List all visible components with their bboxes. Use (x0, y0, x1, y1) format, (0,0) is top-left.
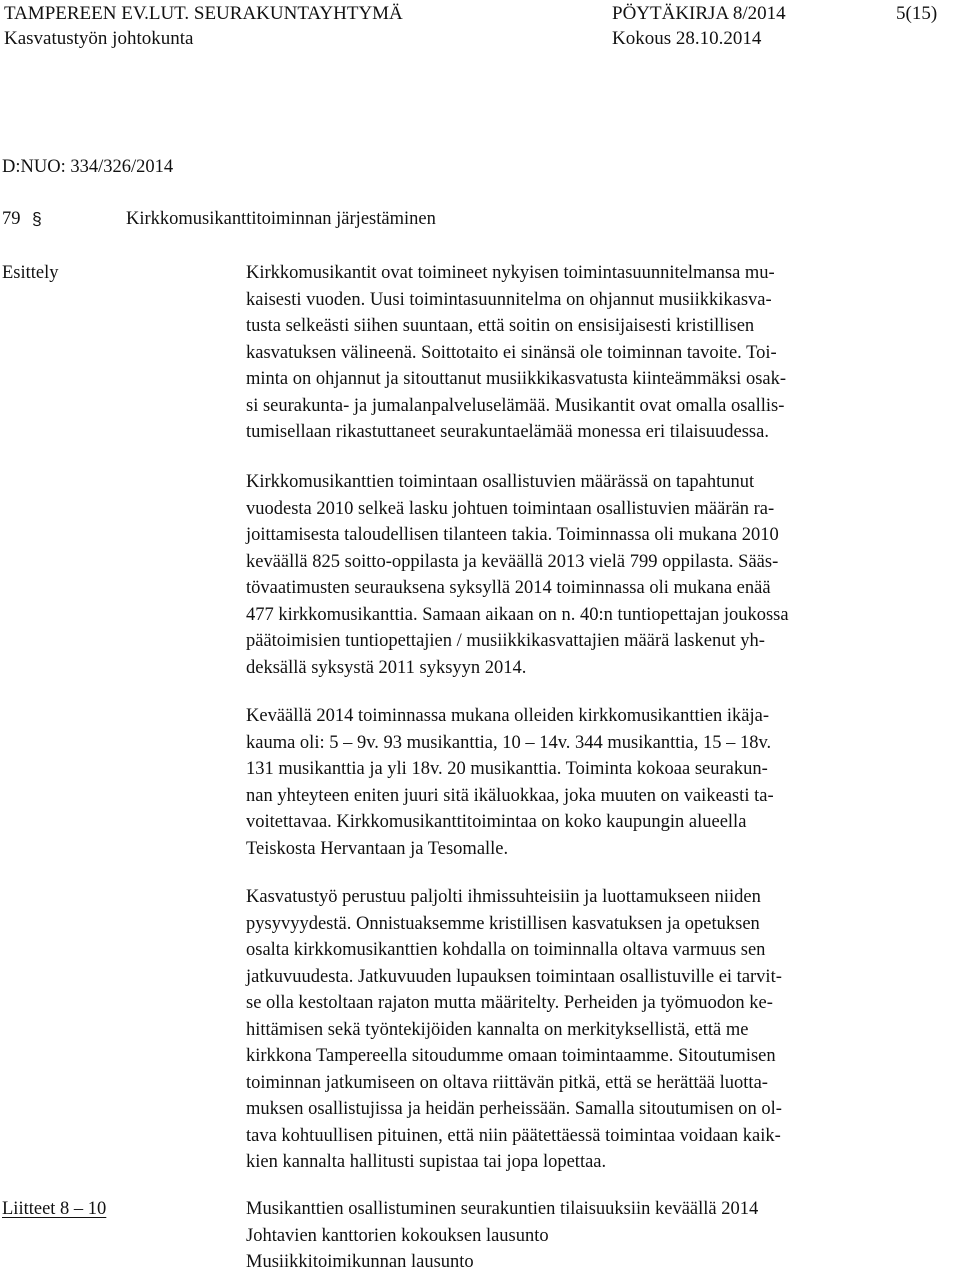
paragraph-line: se olla kestoltaan rajaton mutta määritelty. Perheiden ja työmuodon ke- (246, 993, 773, 1013)
attachments-list (246, 1196, 758, 1276)
attachments-label: Liitteet 8 – 10 (2, 1199, 107, 1219)
paragraph-line: 477 kirkkomusikanttia. Samaan aikaan on n. 40:n tuntiopettajan joukossa (246, 604, 789, 625)
presentation-label: Esittely (2, 263, 59, 283)
paragraph-line: Teiskosta Hervantaan ja Tesomalle. (246, 838, 509, 859)
paragraph-line: tusta selkeästi siihen suuntaan, että soitin on ensisijaisesti kristillisen (246, 316, 755, 336)
paragraph-line: jatkuvuudesta. Jatkuvuuden lupauksen toimintaan osallistuville ei tarvit- (246, 966, 782, 987)
page-number: 5(15) (896, 3, 938, 24)
paragraph-line: joittamisesta taloudellisen tilanteen takia. Toiminnassa oli mukana 2010 (246, 525, 779, 545)
paragraph-line: kasvatuksen välineenä. Soittotaito ei sinänsä ole toiminnan tavoite. Toi- (246, 342, 777, 363)
paragraph-line: kaisesti vuoden. Uusi toimintasuunnitelma on ohjannut musiikkikasva- (246, 289, 772, 310)
section-symbol: § (32, 209, 42, 229)
paragraph-line: tumisellaan rikastuttaneet seurakuntaelämää monessa eri tilaisuudessa. (246, 422, 769, 442)
committee-name: Kasvatustyön johtokunta (4, 28, 194, 49)
organization-name: TAMPEREEN EV.LUT. SEURAKUNTAYHTYMÄ (4, 3, 403, 24)
paragraph-line: tava kohtuullisen pituinen, että niin päätettäessä toimintaa voidaan kaik- (246, 1125, 781, 1146)
paragraph-line: hittämisen sekä työntekijöiden kannalta on merkityksellistä, että me (246, 1019, 749, 1040)
paragraph-line: si seurakunta- ja jumalanpalveluselämää. Musikantit ovat omalla osallis- (246, 395, 785, 416)
section-number: 79 (2, 209, 21, 229)
diary-number: D:NUO: 334/326/2014 (2, 157, 174, 177)
paragraph-3 (246, 703, 774, 862)
paragraph-line: päätoimisien tuntiopettajien / musiikkikasvattajien määrä laskenut yh- (246, 631, 765, 651)
attachment-item: Johtavien kanttorien kokouksen lausunto (246, 1225, 549, 1246)
attachment-item: Musikanttien osallistuminen seurakuntien tilaisuuksiin keväällä 2014 (246, 1199, 759, 1219)
paragraph-line: pysyvyydestä. Onnistuaksemme kristillisen kasvatuksen ja opetuksen (246, 913, 760, 934)
paragraph-line: Keväällä 2014 toiminnassa mukana olleiden kirkkomusikanttien ikäja- (246, 706, 770, 726)
paragraph-2 (246, 469, 789, 681)
paragraph-line: kien kannalta hallitusti supistaa tai jopa lopettaa. (246, 1152, 607, 1172)
paragraph-line: muksen osallistujissa ja heidän perheissään. Samalla sitoutumisen on ol- (246, 1099, 782, 1119)
section-title: Kirkkomusikanttitoiminnan järjestäminen (126, 209, 436, 229)
paragraph-line: voitettavaa. Kirkkomusikanttitoimintaa on koko kaupungin alueella (246, 812, 747, 832)
paragraph-line: keväällä 825 soitto-oppilasta ja keväällä 2013 vielä 799 oppilasta. Sääs- (246, 551, 779, 572)
document-type: PÖYTÄKIRJA 8/2014 (612, 3, 786, 24)
attachment-item: Musiikkitoimikunnan lausunto (246, 1252, 474, 1272)
paragraph-line: tövaatimusten seurauksena syksyllä 2014 toiminnassa oli mukana enää (246, 578, 771, 598)
paragraph-line: Kirkkomusikanttien toimintaan osallistuvien määrässä on tapahtunut (246, 472, 755, 492)
paragraph-line: 131 musikanttia ja yli 18v. 20 musikanttia. Toiminta kokoaa seurakun- (246, 759, 768, 779)
paragraph-line: toiminnan jatkumiseen on oltava riittävän pitkä, että se herättää luotta- (246, 1072, 768, 1093)
paragraph-1 (246, 260, 786, 446)
paragraph-line: nan yhteyteen eniten juuri sitä ikäluokkaa, joka muuten on vaikeasti ta- (246, 785, 774, 806)
paragraph-line: minta on ohjannut ja sitouttanut musiikkikasvatusta kiinteämmäksi osak- (246, 369, 787, 389)
paragraph-line: Kirkkomusikantit ovat toimineet nykyisen toimintasuunnitelmansa mu- (246, 263, 775, 283)
paragraph-line: kauma oli: 5 – 9v. 93 musikanttia, 10 – 14v. 344 musikanttia, 15 – 18v. (246, 732, 772, 753)
paragraph-line: Kasvatustyö perustuu paljolti ihmissuhteisiin ja luottamukseen niiden (246, 887, 761, 907)
paragraph-line: kirkkona Tampereella sitoudumme omaan toimintaamme. Sitoutumisen (246, 1046, 776, 1066)
meeting-date: Kokous 28.10.2014 (612, 28, 762, 49)
paragraph-line: osalta kirkkomusikanttien kohdalla on toiminnalla oltava varmuus sen (246, 940, 766, 960)
paragraph-line: vuodesta 2010 selkeä lasku johtuen toimintaan osallistuvien määrän ra- (246, 498, 775, 519)
paragraph-4 (246, 884, 782, 1176)
paragraph-line: deksällä syksystä 2011 syksyyn 2014. (246, 657, 527, 678)
